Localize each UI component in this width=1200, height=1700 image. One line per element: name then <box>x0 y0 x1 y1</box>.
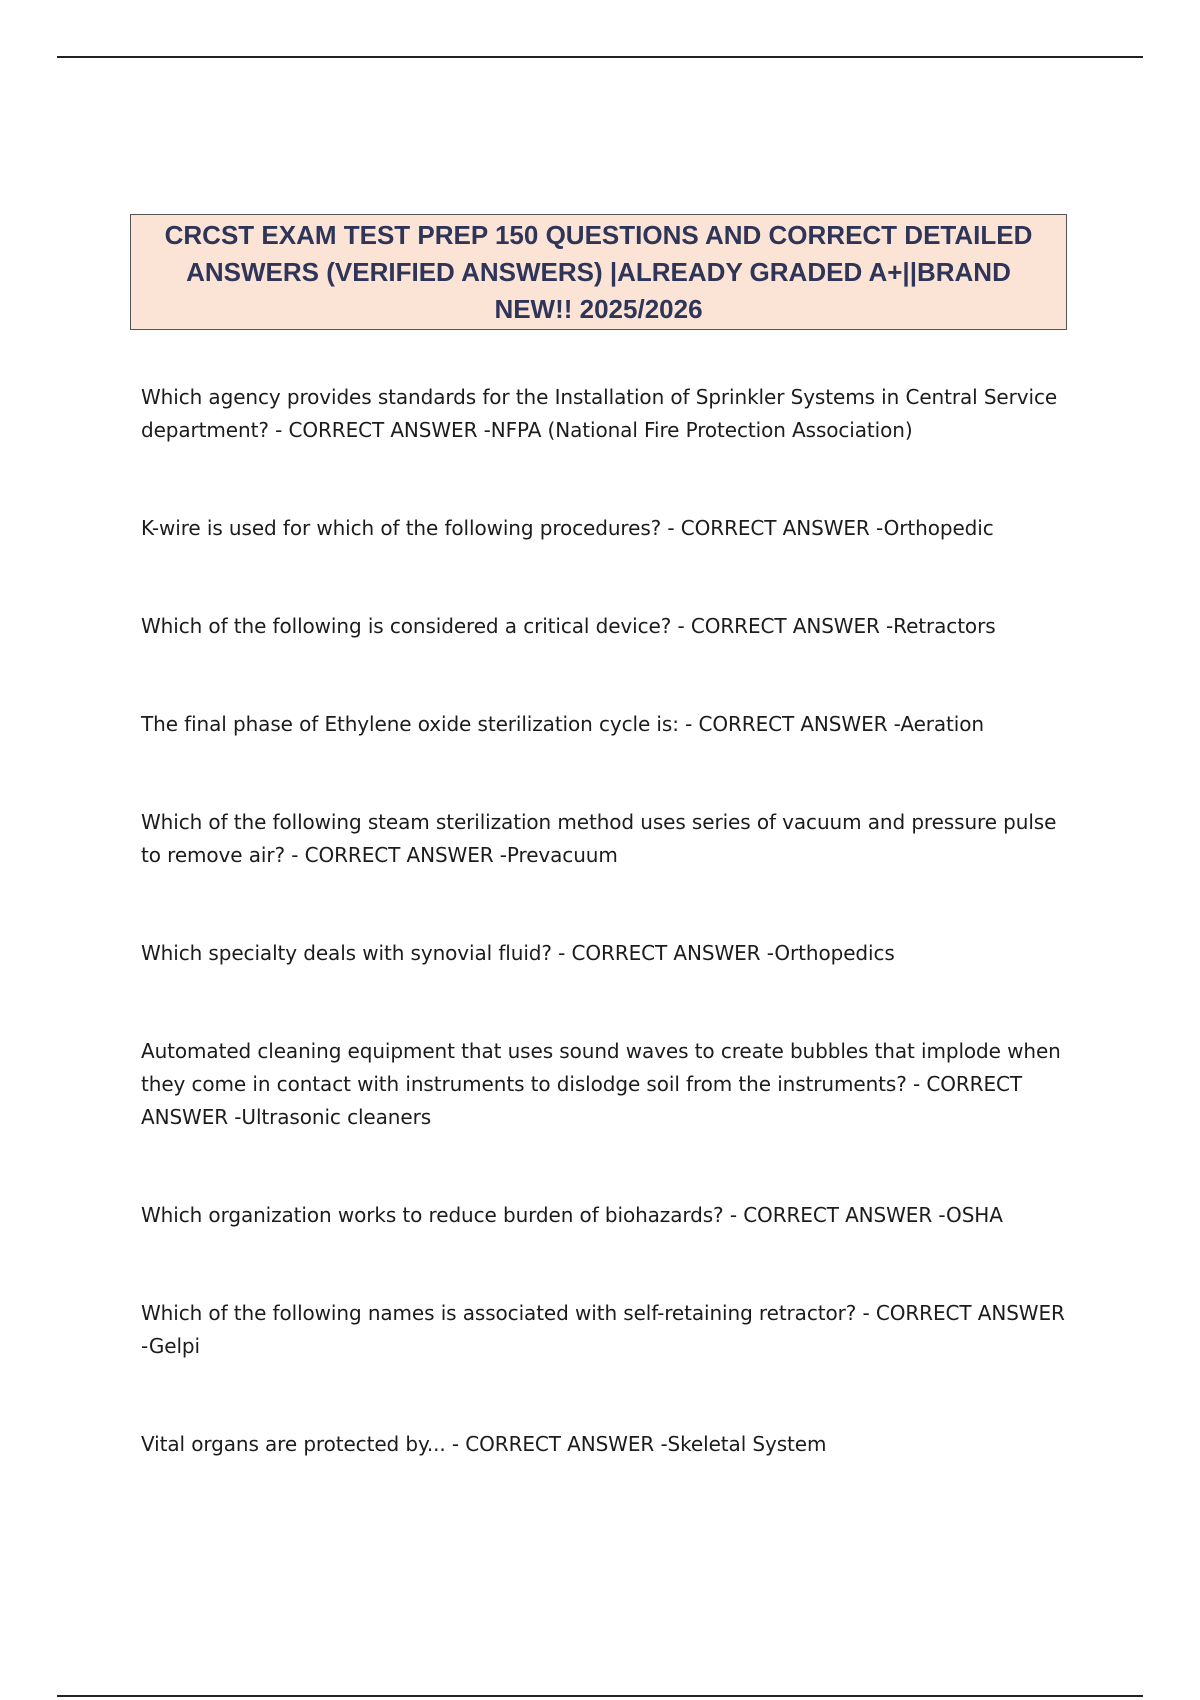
qa-item: Which organization works to reduce burden of biohazards? - CORRECT ANSWER -OSHA <box>141 1203 1003 1227</box>
qa-item: Vital organs are protected by... - CORRECT ANSWER -Skeletal System <box>141 1432 827 1456</box>
qa-item: Which of the following names is associated with self-retaining retractor? - CORRECT ANSWER -Gelpi <box>141 1301 1065 1358</box>
qa-item: Which specialty deals with synovial fluid? - CORRECT ANSWER -Orthopedics <box>141 941 895 965</box>
qa-item: Automated cleaning equipment that uses sound waves to create bubbles that implode when they come in contact with instruments to dislodge soil from the instruments? - CORRECT ANSWER -Ultrasonic cleaners <box>141 1039 1061 1129</box>
qa-item: Which agency provides standards for the Installation of Sprinkler Systems in Central Service department? - CORRECT ANSWER -NFPA (National Fire Protection Association) <box>141 385 1058 442</box>
qa-item: Which of the following is considered a critical device? - CORRECT ANSWER -Retractors <box>141 614 996 638</box>
title-box <box>130 214 1067 330</box>
header-divider <box>57 56 1143 58</box>
document-title: CRCST EXAM TEST PREP 150 QUESTIONS AND CORRECT DETAILED ANSWERS (VERIFIED ANSWERS) |ALREADY GRADED A+||BRAND NEW!! 2025/2026 <box>164 219 1033 324</box>
qa-item: K-wire is used for which of the following procedures? - CORRECT ANSWER -Orthopedic <box>141 516 994 540</box>
footer-divider <box>57 1695 1143 1697</box>
qa-item: Which of the following steam sterilization method uses series of vacuum and pressure pulse to remove air? - CORRECT ANSWER -Prevacuum <box>141 810 1057 867</box>
question-answer-list <box>141 381 1071 1461</box>
qa-item: The final phase of Ethylene oxide sterilization cycle is: - CORRECT ANSWER -Aeration <box>141 712 984 736</box>
